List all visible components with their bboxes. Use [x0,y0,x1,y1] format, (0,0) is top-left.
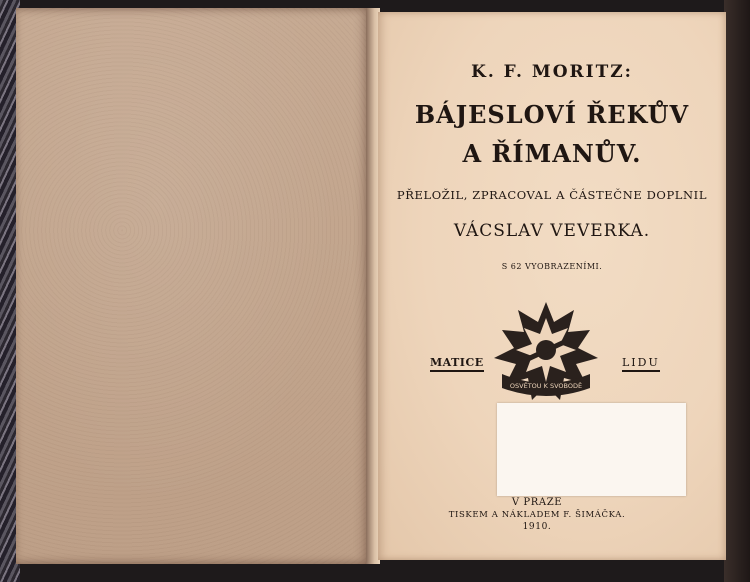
matice-lidu-emblem-icon [490,300,602,405]
library-label-sticker [497,403,686,496]
svg-text:OSVĚTOU K SVOBODĚ: OSVĚTOU K SVOBODĚ [509,382,583,390]
publication-year: 1910. [522,522,552,532]
printer-credit: TISKEM A NÁKLADEM F. ŠIMÁČKA. [448,510,626,520]
book-title-line-2: A ŘÍMANŮV. [462,139,642,168]
publication-city: V PRAZE [511,497,563,508]
book-title-line-1: BÁJESLOVÍ ŘEKŮV [414,100,690,129]
illustrations-note: S 62 VYOBRAZENÍMI. [501,262,603,271]
publisher-name-left: MATICE [430,356,484,372]
title-page [378,12,726,560]
translator-name: VÁCSLAV VEVERKA. [453,221,651,241]
blank-left-page [16,8,370,564]
book-cover-edge-right [724,0,750,582]
translation-credit: PŘELOŽIL, ZPRACOVAL A ČÁSTEČNE DOPLNIL [396,188,708,202]
publisher-name-right: LIDU [622,356,660,372]
author: K. F. MORITZ: [471,62,633,82]
